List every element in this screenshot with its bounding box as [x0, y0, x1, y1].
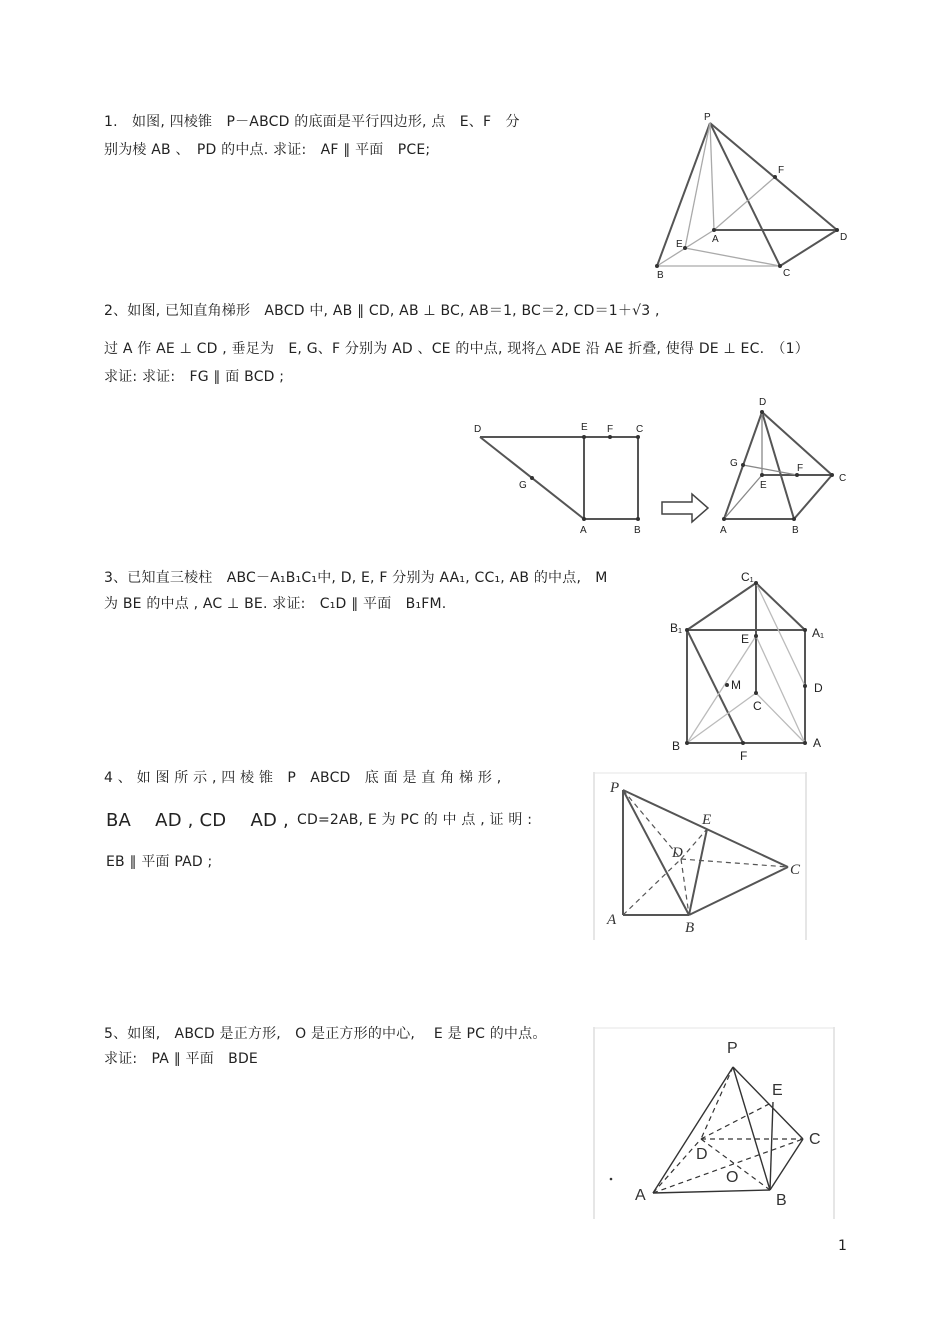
fig4-label-D: D	[672, 845, 683, 861]
fig2b-label-G: G	[730, 458, 738, 469]
fig3-label-F: F	[740, 749, 748, 763]
fig2-label-G: G	[519, 480, 527, 491]
fig3-label-B1: B₁	[670, 621, 683, 635]
right-arrow-icon	[662, 494, 708, 522]
problem-4-line-1: 4 、 如 图 所 示 , 四 棱 锥 P ABCD 底 面 是 直 角 梯 形 ,	[104, 770, 502, 786]
fig2b-label-D: D	[759, 397, 767, 408]
fig2-label-B: B	[634, 525, 641, 536]
fig2-label-F: F	[607, 424, 614, 435]
fig5-label-D: D	[696, 1146, 708, 1163]
fig2b-label-F: F	[797, 463, 804, 474]
fig3-label-A1: A₁	[812, 626, 825, 640]
fig5-label-A: A	[635, 1187, 646, 1204]
figure-3-prism	[665, 568, 840, 763]
figure-4-pyramid	[593, 772, 808, 942]
fig5-label-E: E	[772, 1082, 783, 1099]
fig5-label-B: B	[776, 1192, 787, 1209]
fig4-label-B: B	[685, 920, 695, 936]
problem-3-line-2: 为 BE 的中点 , AC ⊥ BE. 求证: C₁D ∥ 平面 B₁FM.	[104, 596, 447, 612]
fig1-label-F: F	[778, 165, 785, 176]
fig2-label-D: D	[474, 424, 482, 435]
fig1-label-P: P	[704, 112, 711, 123]
fig2b-label-E: E	[760, 480, 767, 491]
problem-2-line-2: 过 A 作 AE ⊥ CD , 垂足为 E, G、F 分别为 AD 、CE 的中点, 现将△ ADE 沿 AE 折叠, 使得 DE ⊥ EC. （1）	[104, 341, 809, 357]
fig2-label-A: A	[580, 525, 587, 536]
fig3-label-D: D	[814, 681, 823, 695]
fig4-label-C: C	[790, 862, 801, 878]
fig3-label-A: A	[813, 736, 822, 750]
problem-5-line-1: 5、如图, ABCD 是正方形, O 是正方形的中心, E 是 PC 的中点。	[104, 1026, 547, 1042]
problem-4-line-2-rest: CD=2AB, E 为 PC 的 中 点 , 证 明 :	[297, 812, 533, 828]
fig1-label-A: A	[712, 234, 719, 245]
fig4-label-E: E	[702, 812, 712, 828]
fig3-label-B: B	[672, 739, 681, 753]
fig5-label-C: C	[809, 1131, 821, 1148]
fig2b-label-B: B	[792, 525, 799, 536]
problem-5-line-2: 求证: PA ∥ 平面 BDE	[104, 1051, 258, 1067]
fig1-label-E: E	[676, 239, 683, 250]
fig3-label-E: E	[741, 632, 750, 646]
problem-2-line-1: 2、如图, 已知直角梯形 ABCD 中, AB ∥ CD, AB ⊥ BC, AB＝1, BC＝2, CD＝1＋√3 ,	[104, 303, 660, 319]
fig1-label-B: B	[657, 270, 664, 281]
figure-1-pyramid	[640, 108, 860, 283]
problem-1-line-2: 别为棱 AB 、 PD 的中点. 求证: AF ∥ 平面 PCE;	[104, 142, 431, 158]
fig1-label-D: D	[840, 232, 848, 243]
fig2-label-E: E	[581, 422, 588, 433]
fig4-label-P: P	[610, 780, 620, 796]
page-number: 1	[838, 1238, 847, 1254]
fig5-label-O: O	[726, 1169, 739, 1186]
fig2-label-C: C	[636, 424, 644, 435]
fig3-label-M: M	[731, 678, 741, 692]
fig2b-label-C: C	[839, 473, 847, 484]
problem-2-line-3: 求证: 求证: FG ∥ 面 BCD ;	[104, 369, 285, 385]
figure-2-trapezoid-fold	[470, 395, 860, 540]
problem-4-line-3: EB ∥ 平面 PAD ;	[106, 854, 213, 870]
fig4-label-A: A	[607, 912, 617, 928]
fig3-label-C1: C₁	[741, 570, 754, 584]
fig1-label-C: C	[783, 268, 791, 279]
problem-1-line-1: 1. 如图, 四棱锥 P－ABCD 的底面是平行四边形, 点 E、F 分	[104, 114, 520, 130]
fig5-label-P: P	[727, 1040, 738, 1057]
figure-5-pyramid	[593, 1027, 838, 1222]
fig3-label-C: C	[753, 699, 762, 713]
fig2b-label-A: A	[720, 525, 727, 536]
problem-4-line-2-symbols: BA AD , CD AD ,	[106, 810, 289, 831]
problem-3-line-1: 3、已知直三棱柱 ABC－A₁B₁C₁中, D, E, F 分别为 AA₁, CC₁, AB 的中点, M	[104, 570, 608, 586]
